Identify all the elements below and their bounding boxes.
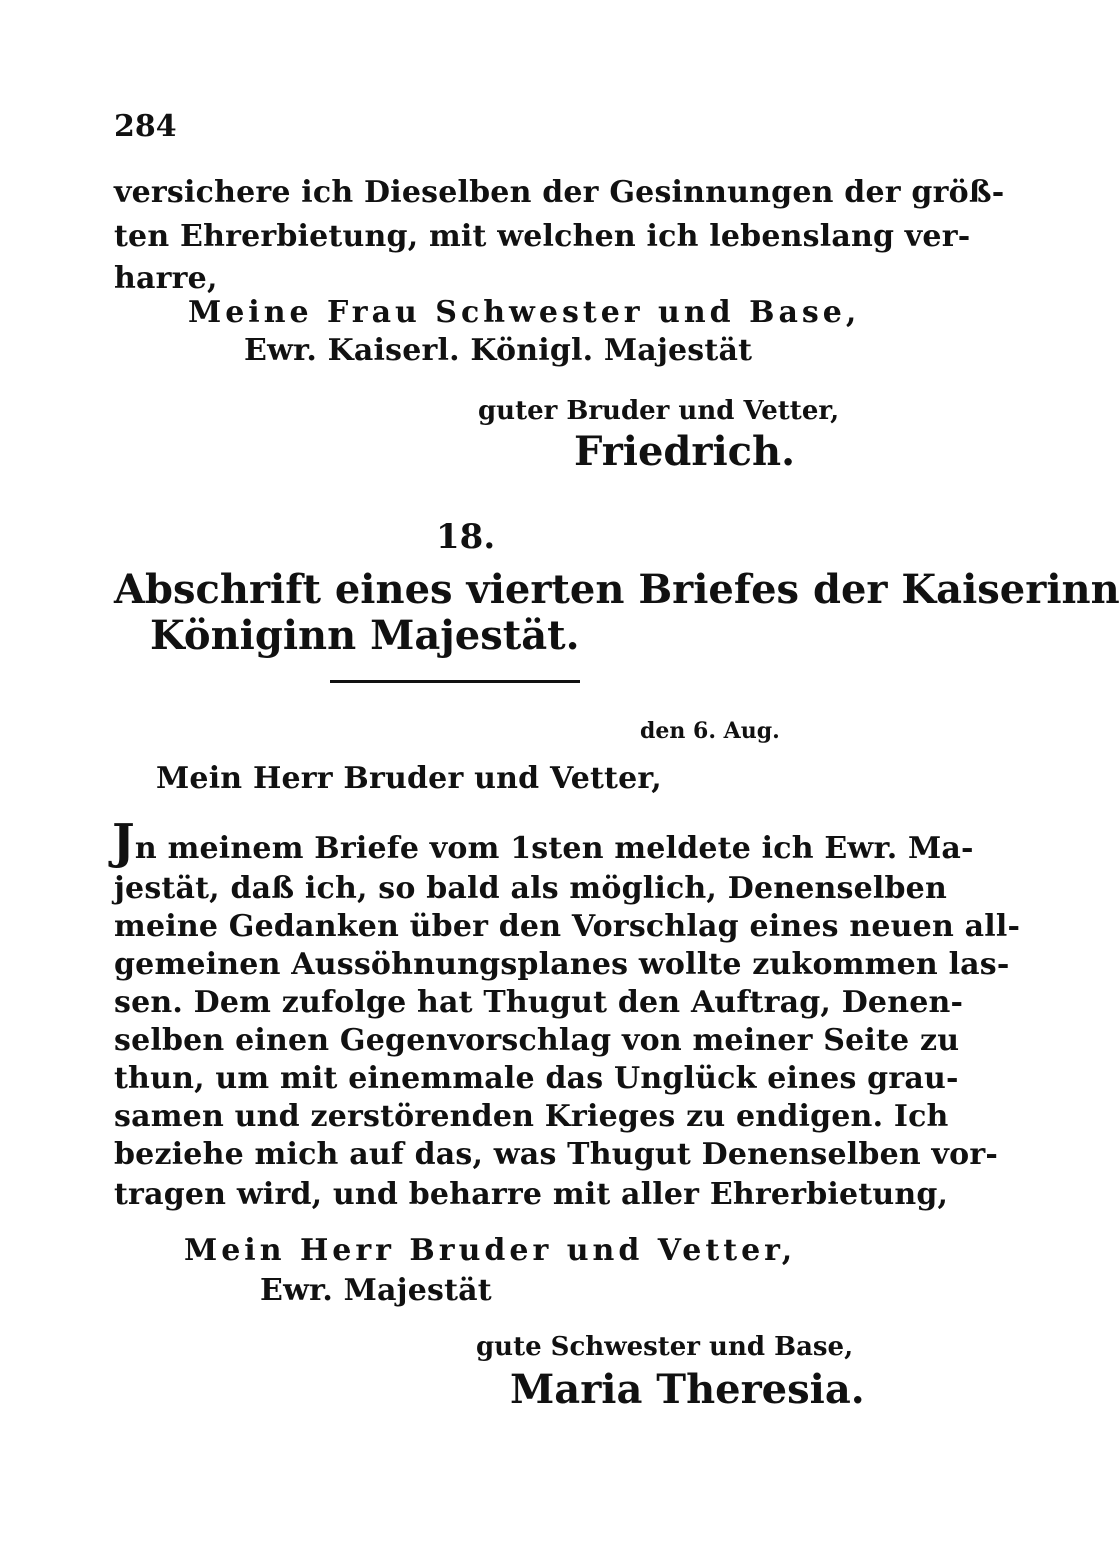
letter1-line-1: versichere ich Dieselben der Gesinnungen der größ- <box>114 175 1005 210</box>
letter1-address: Ewr. Kaiserl. Königl. Majestät <box>244 333 753 368</box>
letter1-line-3: harre, <box>114 261 218 296</box>
letter2-line-10: tragen wird, und beharre mit aller Ehrerbietung, <box>114 1177 949 1212</box>
letter2-line-8: samen und zerstörenden Krieges zu endigen. Ich <box>114 1099 949 1134</box>
letter2-line-2: jestät, daß ich, so bald als möglich, Denenselben <box>114 871 947 906</box>
section-title-line-1: Abschrift eines vierten Briefes der Kaiserinn <box>114 566 1120 613</box>
letter2-date: den 6. Aug. <box>640 718 780 744</box>
section-title-line-2: Königinn Majestät. <box>150 612 580 659</box>
letter2-line-6: selben einen Gegenvorschlag von meiner Seite zu <box>114 1023 960 1058</box>
letter1-salutation: Meine Frau Schwester und Base, <box>188 295 861 330</box>
letter2-closing: gute Schwester und Base, <box>476 1332 854 1362</box>
letter1-line-2: ten Ehrerbietung, mit welchen ich lebenslang ver- <box>114 219 971 254</box>
section-divider <box>330 680 580 683</box>
drop-cap-initial: J <box>112 814 135 870</box>
letter2-line-7: thun, um mit einemmale das Unglück eines grau- <box>114 1061 959 1096</box>
page-number: 284 <box>114 109 177 144</box>
letter1-signature: Friedrich. <box>574 428 796 475</box>
letter2-first-line-text: n meinem Briefe vom 1sten meldete ich Ewr. Ma- <box>134 831 974 866</box>
letter2-line-4: gemeinen Aussöhnungsplanes wollte zukommen las- <box>114 947 1010 982</box>
letter2-address: Ewr. Majestät <box>260 1273 492 1308</box>
letter2-salutation: Mein Herr Bruder und Vetter, <box>184 1233 797 1268</box>
letter2-greeting: Mein Herr Bruder und Vetter, <box>156 761 662 796</box>
letter1-closing: guter Bruder und Vetter, <box>478 396 840 426</box>
letter2-line-9: beziehe mich auf das, was Thugut Denenselben vor- <box>114 1137 999 1172</box>
letter2-line-3: meine Gedanken über den Vorschlag eines neuen all- <box>114 909 1021 944</box>
letter2-first-line <box>112 814 974 870</box>
section-number: 18. <box>436 517 496 557</box>
letter2-signature: Maria Theresia. <box>510 1366 865 1413</box>
letter2-line-5: sen. Dem zufolge hat Thugut den Auftrag, Denen- <box>114 985 964 1020</box>
